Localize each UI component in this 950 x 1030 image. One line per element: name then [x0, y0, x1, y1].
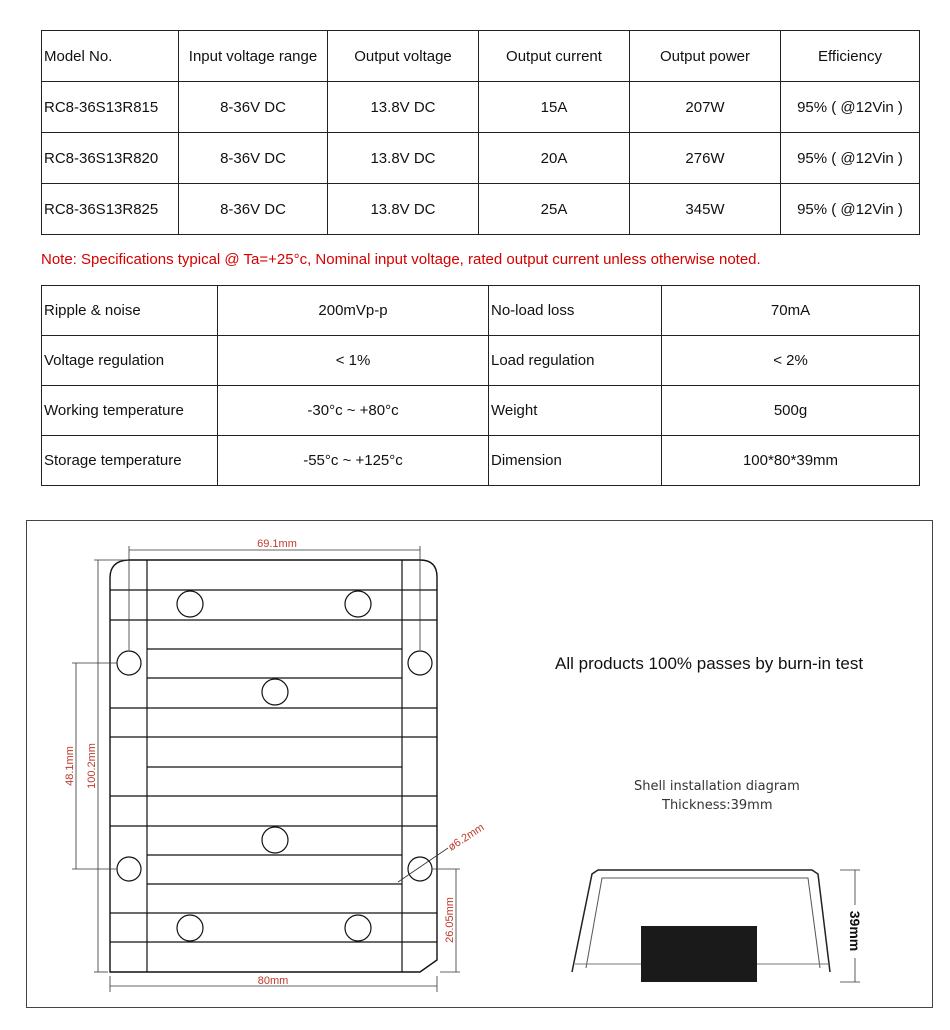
prop-label: No-load loss: [489, 286, 662, 336]
cell-output-power: 345W: [630, 184, 781, 235]
prop-value: -30°c ~ +80°c: [218, 386, 489, 436]
cell-model: RC8-36S13R815: [42, 82, 179, 133]
prop-label: Weight: [489, 386, 662, 436]
prop-label: Voltage regulation: [42, 336, 218, 386]
prop-value: -55°c ~ +125°c: [218, 436, 489, 486]
cell-output-power: 207W: [630, 82, 781, 133]
header-efficiency: Efficiency: [781, 31, 920, 82]
cell-output-current: 15A: [479, 82, 630, 133]
dim-width-label: 80mm: [257, 975, 289, 987]
mounting-holes: [117, 591, 432, 941]
side-height-label: 39mm: [847, 910, 863, 952]
side-view-connector: [641, 926, 757, 982]
prop-value: < 2%: [662, 336, 920, 386]
prop-value: 100*80*39mm: [662, 436, 920, 486]
cell-output-voltage: 13.8V DC: [328, 133, 479, 184]
prop-label: Dimension: [489, 436, 662, 486]
shell-diagram-title: Shell installation diagram: [634, 779, 800, 794]
dim-hole-spacing-label: 48.1mm: [64, 746, 76, 786]
header-output-voltage: Output voltage: [328, 31, 479, 82]
cell-output-voltage: 13.8V DC: [328, 82, 479, 133]
prop-label: Storage temperature: [42, 436, 218, 486]
cell-efficiency: 95% ( @12Vin ): [781, 82, 920, 133]
cell-output-current: 25A: [479, 184, 630, 235]
cell-output-current: 20A: [479, 133, 630, 184]
prop-label: Load regulation: [489, 336, 662, 386]
cell-input-voltage: 8-36V DC: [179, 184, 328, 235]
header-model: Model No.: [42, 31, 179, 82]
header-output-power: Output power: [630, 31, 781, 82]
dim-length-label: 100.2mm: [86, 743, 98, 789]
dim-width-holes-label: 69.1mm: [257, 538, 297, 550]
header-input-voltage: Input voltage range: [179, 31, 328, 82]
burn-in-text: All products 100% passes by burn-in test: [555, 654, 864, 673]
spec-note: Note: Specifications typical @ Ta=+25°c, Nominal input voltage, rated output current unless otherwise noted.: [41, 251, 761, 268]
cell-output-voltage: 13.8V DC: [328, 184, 479, 235]
header-output-current: Output current: [479, 31, 630, 82]
cell-efficiency: 95% ( @12Vin ): [781, 184, 920, 235]
prop-label: Ripple & noise: [42, 286, 218, 336]
prop-label: Working temperature: [42, 386, 218, 436]
cell-model: RC8-36S13R825: [42, 184, 179, 235]
cell-input-voltage: 8-36V DC: [179, 133, 328, 184]
dim-hole-diameter-label: ø6.2mm: [446, 821, 487, 854]
prop-value: 70mA: [662, 286, 920, 336]
prop-value: 200mVp-p: [218, 286, 489, 336]
cell-model: RC8-36S13R820: [42, 133, 179, 184]
dim-hole-offset-label: 26.05mm: [444, 897, 456, 943]
cell-output-power: 276W: [630, 133, 781, 184]
prop-value: 500g: [662, 386, 920, 436]
heat-fins: [110, 590, 437, 942]
prop-value: < 1%: [218, 336, 489, 386]
cell-input-voltage: 8-36V DC: [179, 82, 328, 133]
shell-thickness: Thickness:39mm: [662, 798, 773, 813]
top-view-outline: [110, 560, 437, 972]
cell-efficiency: 95% ( @12Vin ): [781, 133, 920, 184]
